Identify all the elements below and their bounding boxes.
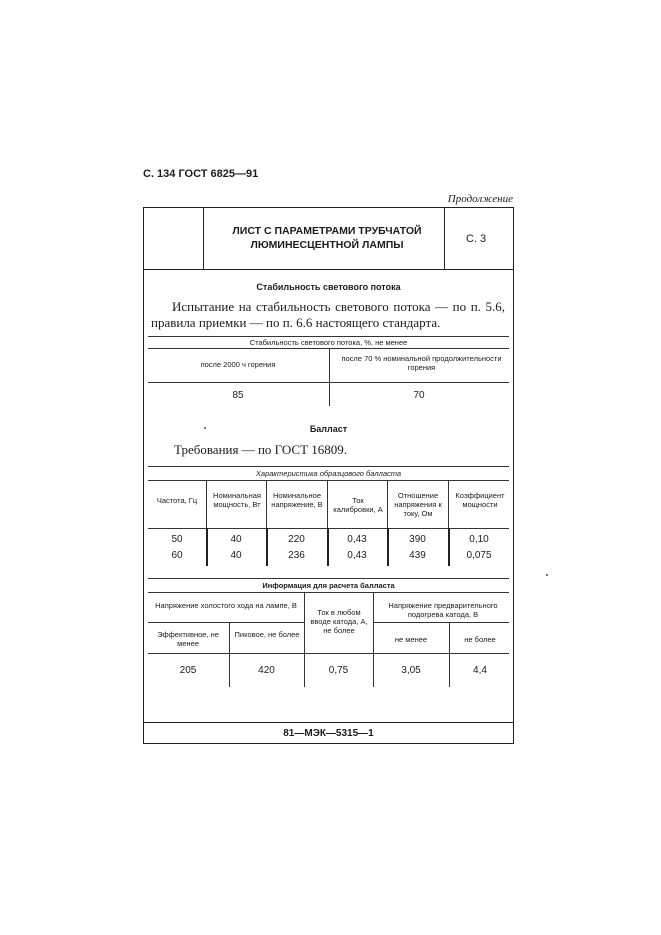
calc-group1-rule [148,622,304,623]
calc-value-preheat-min: 3,05 [401,665,421,676]
ballast-r2-current: 0,43 [347,550,367,561]
calc-sub-effective: Эффективное, не менее [157,630,219,648]
page-header: С. 134 ГОСТ 6825—91 [143,168,259,180]
ballast-heading: Балласт [309,424,348,434]
ballast-r2-voltage: 236 [288,550,305,561]
calc-sub-peak: Пиковое, не более [234,630,300,639]
stability-table-title: Стабильность светового потока, %, не менее [249,338,408,347]
calc-value-effective: 205 [179,665,197,676]
ballast-text: Требования — по ГОСТ 16809. [174,442,348,457]
ballast-header-power: Номинальная мощность, Вт [213,491,261,509]
ballast-col-divider [206,480,207,528]
footer-code: 81—МЭК—5315—1 [283,728,374,739]
stability-table-top [148,336,509,337]
scan-speck [204,427,206,429]
ballast-col-divider [327,480,328,528]
calc-table-top [148,578,509,579]
ballast-col-divider [266,480,267,528]
sheet-page-label: С. 3 [466,233,487,245]
ballast-r1-power-factor: 0,10 [469,534,489,545]
title-bottom-rule [144,269,513,270]
stability-col2-header: после 70 % номинальной продолжительности горения [341,354,502,372]
stability-heading: Стабильность светового потока [256,282,401,292]
ballast-r2-power: 40 [230,550,242,561]
ballast-header-frequency: Частота, Гц [156,496,198,505]
ballast-r2-frequency: 60 [171,550,183,561]
stability-value-70pct: 70 [413,390,425,401]
ballast-r1-power: 40 [230,534,242,545]
ballast-header-power-factor: Коэффициент мощности [455,491,505,509]
ballast-r2-power-factor: 0,075 [466,550,492,561]
calc-value-preheat-max: 4,4 [473,665,487,676]
sheet-title [212,224,442,252]
calc-group2-rule [373,622,509,623]
scan-speck [546,574,548,576]
calc-table-title: Информация для расчета балласта [262,581,395,590]
stability-value-2000h: 85 [232,390,244,401]
ballast-r2-ratio: 439 [409,550,426,561]
ballast-col-divider [448,480,449,528]
stability-col-divider [329,348,330,382]
ballast-r1-current: 0,43 [347,534,367,545]
ballast-title-rule [148,480,509,481]
sheet-title-line-1: ЛИСТ С ПАРАМЕТРАМИ ТРУБЧАТОЙ [232,225,422,237]
calc-value-current: 0,75 [328,665,349,676]
calc-group1-header: Напряжение холостого хода на лампе, В [155,601,297,610]
calc-col-divider [449,622,450,687]
continuation-label: Продолжение [447,193,513,205]
ballast-header-ratio: Отношение напряжения к току, Ом [394,491,442,518]
calc-group2-header: Напряжение предварительного подогрева катода, В [388,601,498,619]
ballast-r1-voltage: 220 [288,534,305,545]
ballast-table-title: Характеристика образцового балласта [255,469,402,478]
title-divider-right [444,208,445,269]
ballast-table-top [148,466,509,467]
calc-header-rule [148,653,509,654]
calc-col3-header: Ток в любом вводе катода, А, не более [310,608,368,635]
parameter-sheet [143,207,514,744]
title-divider-left [203,208,204,269]
calc-title-rule [148,592,509,593]
ballast-header-voltage: Номинальное напряжение, В [271,491,323,509]
calc-sub-min: не менее [394,635,428,644]
ballast-r1-frequency: 50 [171,534,183,545]
ballast-r1-ratio: 390 [409,534,426,545]
calc-sub-max: не более [464,635,496,644]
ballast-col-divider [387,480,388,528]
stability-col1-header: после 2000 ч горения [200,360,276,369]
stability-text: Испытание на стабильность светового потока — по п. 5.6, правила приемки — по п. 6.6 настоящего стандарта. [151,299,505,330]
calc-value-peak: 420 [258,665,275,676]
sheet-title-line-2: ЛЮМИНЕСЦЕНТНОЙ ЛАМПЫ [250,239,404,251]
ballast-header-current: Ток калибровки, А [333,496,383,514]
footer-rule [144,722,513,723]
